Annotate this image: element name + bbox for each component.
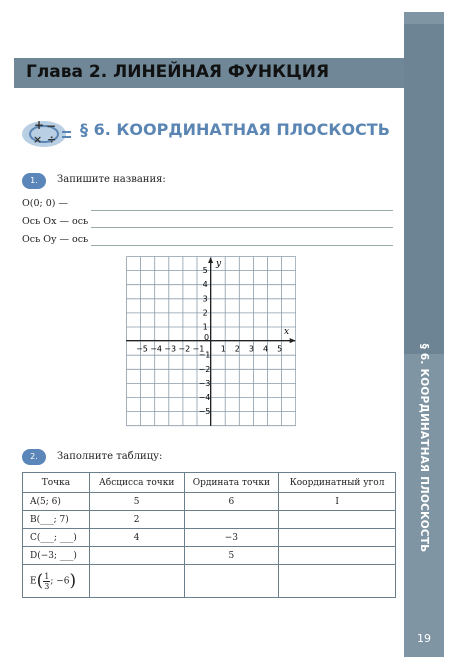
task-1-row-origin: O(0; 0) —: [22, 198, 69, 209]
x-tick-label: 1: [220, 344, 226, 354]
x-tick-label: 4: [263, 344, 269, 354]
page-number: 19: [417, 632, 431, 645]
table-row: [23, 511, 396, 529]
x-tick-label: −1: [192, 344, 205, 354]
cell-quadrant[interactable]: I: [279, 493, 396, 511]
side-tab: [404, 12, 444, 657]
side-tab-highlight: [404, 24, 444, 354]
cell-ordinate[interactable]: [184, 565, 279, 598]
x-tick-label: −5: [136, 344, 148, 354]
table-row: [23, 547, 396, 565]
coordinates-table: [22, 472, 396, 598]
x-tick-label: −4: [150, 344, 162, 354]
x-tick-label: 3: [248, 344, 254, 354]
origin-label: 0: [204, 333, 210, 342]
point-e-fraction: $\frac{1}{3}$: [44, 571, 50, 591]
cell-abscissa[interactable]: [89, 547, 184, 565]
y-tick-label: 3: [202, 294, 208, 304]
svg-text:÷: ÷: [47, 133, 57, 146]
y-tick-label: 2: [202, 308, 208, 318]
cell-ordinate[interactable]: 5: [184, 547, 279, 565]
answer-line-oy[interactable]: [91, 245, 393, 246]
header-point: Точка: [23, 473, 90, 493]
side-tab-label: § 6. КООРДИНАТНАЯ ПЛОСКОСТЬ: [418, 343, 430, 553]
svg-text:−: −: [46, 119, 57, 133]
task-1-prompt: Запишите названия:: [57, 174, 166, 185]
point-e-name: E: [30, 576, 37, 587]
y-tick-label: −1: [198, 350, 211, 360]
table-row: [23, 493, 396, 511]
task-2-badge: 2.: [22, 449, 46, 465]
cell-ordinate[interactable]: [184, 511, 279, 529]
task-2-prompt: Заполните таблицу:: [57, 451, 163, 462]
cell-quadrant[interactable]: [279, 529, 396, 547]
header-ordinate: Ордината точки: [184, 473, 279, 493]
cell-quadrant[interactable]: [279, 547, 396, 565]
table-row: [23, 565, 396, 598]
cell-ordinate[interactable]: 6: [184, 493, 279, 511]
y-tick-label: −5: [198, 407, 211, 417]
header-abscissa: Абсцисса точки: [89, 473, 184, 493]
cell-abscissa[interactable]: 4: [89, 529, 184, 547]
task-1-row-ox: Ось Ox — ось: [22, 216, 89, 227]
y-tick-label: 5: [202, 266, 208, 276]
y-axis-arrow: [208, 257, 213, 263]
x-axis-arrow: [290, 338, 296, 343]
cell-quadrant[interactable]: [279, 565, 396, 598]
cell-point: D(−3; ___): [23, 547, 90, 565]
cell-abscissa[interactable]: 2: [89, 511, 184, 529]
y-tick-label: 4: [202, 280, 208, 290]
x-axis-label: x: [284, 327, 290, 337]
svg-text:×: ×: [33, 133, 43, 146]
cell-abscissa[interactable]: [89, 565, 184, 598]
answer-line-ox[interactable]: [91, 227, 393, 228]
x-tick-label: −2: [178, 344, 191, 354]
y-tick-label: 1: [202, 322, 208, 332]
cell-point: E( $\frac{1}{3}$ ; −6): [23, 565, 90, 598]
chapter-title: Глава 2. ЛИНЕЙНАЯ ФУНКЦИЯ: [26, 62, 330, 82]
point-e-rest: ; −6: [50, 576, 70, 587]
section-title: § 6. КООРДИНАТНАЯ ПЛОСКОСТЬ: [80, 120, 390, 139]
task-1-badge: 1.: [22, 173, 46, 189]
cell-point: B(___; 7): [23, 511, 90, 529]
math-symbols-icon: [20, 113, 72, 153]
answer-line-origin[interactable]: [91, 210, 393, 211]
table-header-row: [23, 473, 396, 493]
header-quadrant: Координатный угол: [279, 473, 396, 493]
task-1-row-oy: Ось Oy — ось: [22, 234, 89, 245]
y-tick-label: −3: [198, 378, 211, 388]
x-tick-label: −3: [164, 344, 177, 354]
x-tick-label: 5: [277, 344, 283, 354]
y-tick-label: −4: [198, 393, 211, 402]
table-row: [23, 529, 396, 547]
cell-ordinate[interactable]: −3: [184, 529, 279, 547]
coordinate-plane: [126, 256, 296, 428]
x-tick-label: 2: [234, 344, 240, 354]
cell-quadrant[interactable]: [279, 511, 396, 529]
y-axis-label: y: [216, 259, 222, 269]
y-tick-label: −2: [198, 364, 211, 374]
cell-point: C(___; ___): [23, 529, 90, 547]
cell-point: A(5; 6): [23, 493, 90, 511]
svg-text:+: +: [34, 118, 45, 132]
cell-abscissa[interactable]: 5: [89, 493, 184, 511]
